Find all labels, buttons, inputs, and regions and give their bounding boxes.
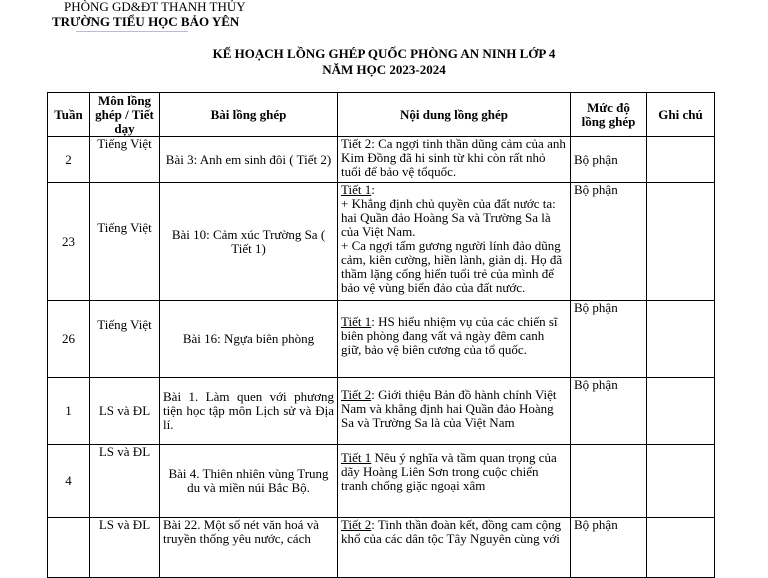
school-underline	[76, 31, 188, 32]
cell-lesson: Bài 22. Một số nét văn hoá và truyền thống yêu nước, cách	[160, 518, 338, 578]
cell-level: Bộ phận	[571, 518, 647, 578]
col-header-week: Tuần	[48, 93, 90, 137]
cell-content: Tiết 1: HS hiểu nhiệm vụ của các chiến sĩ biên phòng đang vất vả ngày đêm canh giữ, bảo vệ biên cương của tổ quốc.	[338, 301, 571, 378]
cell-subject: Tiếng Việt	[90, 137, 160, 183]
cell-lesson: Bài 16: Ngựa biên phòng	[160, 301, 338, 378]
cell-week	[48, 518, 90, 578]
cell-subject: LS và ĐL	[90, 445, 160, 518]
cell-content	[338, 137, 571, 183]
cell-note	[647, 518, 715, 578]
cell-week: 26	[48, 301, 90, 378]
cell-week: 2	[48, 137, 90, 183]
cell-level: Bộ phận	[571, 183, 647, 301]
cell-level: Bộ phận	[571, 301, 647, 378]
table-row	[48, 445, 715, 518]
cell-subject: LS và ĐL	[90, 378, 160, 445]
content-text: Tiết 2: Ca ngợi tinh thần dũng cảm của anh Kim Đồng đã hi sinh từ khi còn rất nhỏ tuổi để bảo vệ tổquốc.	[341, 136, 566, 179]
cell-content	[338, 445, 571, 518]
cell-lesson: Bài 1. Làm quen với phương tiện học tập môn Lịch sử và Địa lí.	[160, 378, 338, 445]
cell-content: Tiết 1: + Khẳng định chủ quyền của đất nước ta: hai Quần đảo Hoàng Sa và Trường Sa là của Việt Nam. + Ca ngợi tấm gương người lính đảo dũng cảm, kiên cường, hiền lành, giản dị. Họ đã thầm lặng cống hiến tuổi trẻ của mình để bảo vệ vùng biển đảo của đất nước.	[338, 183, 571, 301]
cell-week: 23	[48, 183, 90, 301]
table-row	[48, 301, 715, 378]
document-title: KẾ HOẠCH LỒNG GHÉP QUỐC PHÒNG AN NINH LỚP 4	[212, 46, 556, 61]
cell-lesson: Bài 10: Cảm xúc Trường Sa ( Tiết 1)	[160, 183, 338, 301]
content-text: Nêu ý nghĩa và tầm quan trọng của dãy Hoàng Liên Sơn trong cuộc chiến tranh chống giặc ngoại xâm	[341, 450, 557, 493]
cell-subject: Tiếng Việt	[90, 301, 160, 378]
cell-content: Tiết 2: Giới thiệu Bản đồ hành chính Việt Nam và khẳng định hai Quần đảo Hoàng Sa và Trường Sa là của Việt Nam	[338, 378, 571, 445]
col-header-lesson: Bài lồng ghép	[160, 93, 338, 137]
department-name: PHÒNG GD&ĐT THANH THỦY	[64, 0, 246, 14]
table-header-row	[48, 93, 715, 137]
col-header-subject: Môn lồng ghép / Tiết dạy	[90, 93, 160, 137]
table-row	[48, 518, 715, 578]
school-name: TRƯỜNG TIỂU HỌC BẢO YÊN	[52, 14, 240, 29]
cell-week: 1	[48, 378, 90, 445]
school-year: NĂM HỌC 2023-2024	[322, 62, 446, 77]
table-row	[48, 378, 715, 445]
content-text: Giới thiệu Bản đồ hành chính Việt Nam và khẳng định hai Quần đảo Hoàng Sa và Trường Sa là của Việt Nam	[341, 387, 557, 430]
content-period-label: Tiết 1	[341, 182, 372, 197]
content-period-label: Tiết 2	[341, 517, 372, 532]
cell-week: 4	[48, 445, 90, 518]
content-text: HS hiểu nhiệm vụ của các chiến sĩ biên phòng đang vất vả ngày đêm canh giữ, bảo vệ biên cương của tổ quốc.	[341, 314, 558, 357]
content-text: Tinh thần đoàn kết, đồng cam cộng khổ của các dân tộc Tây Nguyên cùng với	[341, 517, 562, 546]
cell-note	[647, 183, 715, 301]
col-header-level: Mức độ lồng ghép	[571, 93, 647, 137]
content-period-label: Tiết 1	[341, 314, 372, 329]
content-text: + Khẳng định chủ quyền của đất nước ta: hai Quần đảo Hoàng Sa và Trường Sa là của Việt Nam.	[341, 196, 556, 239]
cell-note	[647, 137, 715, 183]
cell-note	[647, 445, 715, 518]
col-header-content: Nội dung lồng ghép	[338, 93, 571, 137]
table-row	[48, 183, 715, 301]
cell-level: Bộ phận	[571, 378, 647, 445]
cell-level: Bộ phận	[571, 137, 647, 183]
table-row	[48, 137, 715, 183]
content-period-label: Tiết 1	[341, 450, 372, 465]
cell-subject: Tiếng Việt	[90, 183, 160, 301]
cell-lesson: Bài 4. Thiên nhiên vùng Trung du và miền núi Bắc Bộ.	[160, 445, 338, 518]
content-period-label: Tiết 2	[341, 387, 372, 402]
cell-note	[647, 378, 715, 445]
cell-note	[647, 301, 715, 378]
content-text: + Ca ngợi tấm gương người lính đảo dũng cảm, kiên cường, hiền lành, giản dị. Họ đã thầm lặng cống hiến tuổi trẻ của mình để bảo vệ vùng biển đảo của đất nước.	[341, 238, 563, 295]
col-header-note: Ghi chú	[647, 93, 715, 137]
cell-lesson: Bài 3: Anh em sinh đôi ( Tiết 2)	[160, 137, 338, 183]
cell-level	[571, 445, 647, 518]
cell-content: Tiết 2: Tinh thần đoàn kết, đồng cam cộng khổ của các dân tộc Tây Nguyên cùng với	[338, 518, 571, 578]
cell-subject: LS và ĐL	[90, 518, 160, 578]
lesson-plan-table	[47, 92, 715, 578]
